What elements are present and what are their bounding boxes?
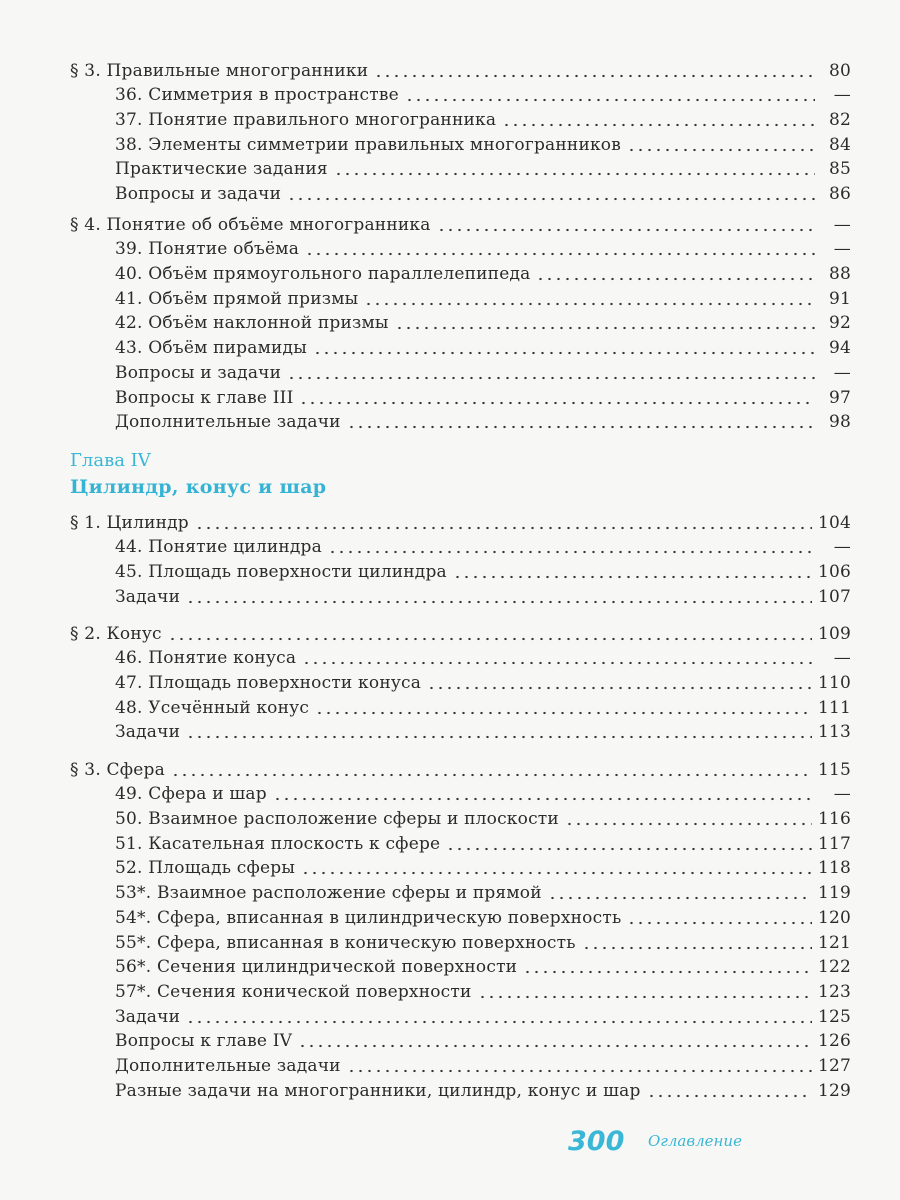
dot-leader (523, 956, 812, 974)
toc-entry[interactable] (70, 928, 851, 953)
toc-entry-page: 107 (812, 587, 851, 607)
dot-leader (347, 1055, 812, 1073)
dot-leader (437, 214, 815, 232)
dot-leader (502, 109, 815, 127)
toc-entry-page: — (815, 537, 851, 557)
toc-entry-page: 111 (812, 698, 851, 718)
toc-entry[interactable] (70, 333, 851, 358)
toc-entry[interactable] (70, 56, 851, 81)
dot-leader (186, 586, 812, 604)
dot-leader (287, 362, 815, 380)
toc-entry[interactable] (70, 693, 851, 718)
toc-entry-title: Разные задачи на многогранники, цилиндр, конус и шар (70, 1081, 647, 1101)
toc-entry-title: Дополнительные задачи (70, 412, 347, 432)
toc-entry[interactable] (70, 130, 851, 155)
dot-leader (536, 263, 815, 281)
toc-entry-title: 49. Сфера и шар (70, 784, 273, 804)
dot-leader (195, 512, 812, 530)
toc-entry-title: Вопросы и задачи (70, 363, 287, 383)
toc-entry-title: 56*. Сечения цилиндрической поверхности (70, 957, 523, 977)
dot-leader (427, 672, 812, 690)
toc-entry-page: 91 (815, 289, 851, 309)
dot-leader (347, 411, 815, 429)
dot-leader (334, 158, 815, 176)
toc-entry[interactable] (70, 1076, 851, 1101)
dot-leader (313, 337, 815, 355)
toc-section-c2 (70, 619, 851, 742)
toc-entry[interactable] (70, 903, 851, 928)
toc-entry-title: 42. Объём наклонной призмы (70, 313, 395, 333)
dot-leader (446, 833, 812, 851)
dot-leader (302, 647, 815, 665)
toc-entry-page: 82 (815, 110, 851, 130)
toc-entry-title: 51. Касательная плоскость к сфере (70, 834, 446, 854)
dot-leader (186, 721, 812, 739)
toc-entry-title: 50. Взаимное расположение сферы и плоскости (70, 809, 565, 829)
toc-entry-page: 129 (812, 1081, 851, 1101)
toc-section-c3 (70, 755, 851, 1101)
toc-entry-page: 104 (812, 513, 851, 533)
toc-entry-title: 38. Элементы симметрии правильных многогранников (70, 135, 627, 155)
dot-leader (171, 759, 812, 777)
toc-entry-page: — (815, 215, 851, 235)
toc-entry-page: — (815, 784, 851, 804)
dot-leader (328, 536, 815, 554)
toc-entry-title: 39. Понятие объёма (70, 239, 305, 259)
toc-entry[interactable] (70, 533, 851, 558)
toc-entry-title: 54*. Сфера, вписанная в цилиндрическую поверхность (70, 908, 627, 928)
toc-entry[interactable] (70, 179, 851, 204)
toc-entry-page: 122 (812, 957, 851, 977)
toc-entry-page: 125 (812, 1007, 851, 1027)
dot-leader (364, 288, 815, 306)
toc-entry-title: 57*. Сечения конической поверхности (70, 982, 478, 1002)
toc-entry[interactable] (70, 235, 851, 260)
toc-entry[interactable] (70, 155, 851, 180)
toc-entry[interactable] (70, 644, 851, 669)
toc-entry[interactable] (70, 718, 851, 743)
toc-entry-page: 98 (815, 412, 851, 432)
toc-entry-title: 41. Объём прямой призмы (70, 289, 364, 309)
toc-entry[interactable] (70, 81, 851, 106)
toc-entry[interactable] (70, 1027, 851, 1052)
toc-entry-title: 53*. Взаимное расположение сферы и прямой (70, 883, 548, 903)
toc-entry-title: 36. Симметрия в пространстве (70, 85, 405, 105)
toc-entry[interactable] (70, 780, 851, 805)
toc-entry[interactable] (70, 508, 851, 533)
toc-entry-page: 110 (812, 673, 851, 693)
toc-entry-title: § 2. Конус (70, 624, 168, 644)
dot-leader (627, 907, 812, 925)
toc-section-s4 (70, 210, 851, 432)
toc-entry-page: 97 (815, 388, 851, 408)
toc-section-c1 (70, 508, 851, 607)
dot-leader (565, 808, 812, 826)
toc-entry-page: — (815, 85, 851, 105)
toc-entry[interactable] (70, 619, 851, 644)
toc-entry-title: Вопросы к главе IV (70, 1031, 298, 1051)
toc-entry-page: 118 (812, 858, 851, 878)
toc-entry-page: 106 (812, 562, 851, 582)
toc-entry-title: 52. Площадь сферы (70, 858, 301, 878)
toc-entry-page: 116 (812, 809, 851, 829)
chapter-label: Глава IV (70, 450, 151, 471)
dot-leader (298, 1030, 812, 1048)
toc-entry-title: Задачи (70, 587, 186, 607)
toc-entry-title: § 3. Правильные многогранники (70, 61, 374, 81)
toc-entry[interactable] (70, 804, 851, 829)
toc-entry-title: 45. Площадь поверхности цилиндра (70, 562, 453, 582)
toc-entry-title: 37. Понятие правильного многогранника (70, 110, 502, 130)
toc-entry-title: 40. Объём прямоугольного параллелепипеда (70, 264, 536, 284)
chapter-title: Цилиндр, конус и шар (70, 476, 327, 498)
dot-leader (647, 1080, 812, 1098)
toc-entry-page: 94 (815, 338, 851, 358)
toc-entry-title: Вопросы к главе III (70, 388, 299, 408)
toc-entry-page: — (815, 239, 851, 259)
toc-entry-title: 48. Усечённый конус (70, 698, 315, 718)
toc-entry[interactable] (70, 383, 851, 408)
toc-entry-page: 121 (812, 933, 851, 953)
toc-entry-page: — (815, 648, 851, 668)
dot-leader (395, 312, 815, 330)
toc-entry-title: Вопросы и задачи (70, 184, 287, 204)
toc-entry-title: 44. Понятие цилиндра (70, 537, 328, 557)
toc-entry-page: 126 (812, 1031, 851, 1051)
toc-entry-title: § 4. Понятие об объёме многогранника (70, 215, 437, 235)
dot-leader (186, 1006, 812, 1024)
dot-leader (299, 387, 815, 405)
toc-entry[interactable] (70, 210, 851, 235)
dot-leader (287, 183, 815, 201)
toc-entry-title: 43. Объём пирамиды (70, 338, 313, 358)
dot-leader (405, 84, 815, 102)
toc-entry-page: 119 (812, 883, 851, 903)
toc-entry-page: 127 (812, 1056, 851, 1076)
toc-entry-page: 84 (815, 135, 851, 155)
toc-entry-title: Дополнительные задачи (70, 1056, 347, 1076)
footer-page-number: 300 (568, 1126, 625, 1157)
toc-entry-page: 88 (815, 264, 851, 284)
dot-leader (453, 561, 812, 579)
toc-entry-title: Задачи (70, 722, 186, 742)
dot-leader (273, 783, 815, 801)
toc-entry[interactable] (70, 259, 851, 284)
toc-entry-page: 120 (812, 908, 851, 928)
dot-leader (168, 623, 812, 641)
toc-entry-title: 47. Площадь поверхности конуса (70, 673, 427, 693)
toc-entry[interactable] (70, 854, 851, 879)
toc-entry[interactable] (70, 105, 851, 130)
toc-entry[interactable] (70, 582, 851, 607)
toc-section-s3 (70, 56, 851, 204)
toc-entry[interactable] (70, 557, 851, 582)
toc-entry-page: 92 (815, 313, 851, 333)
toc-entry-title: Практические задания (70, 159, 334, 179)
toc-entry[interactable] (70, 977, 851, 1002)
footer-running-title: Оглавление (648, 1132, 742, 1150)
toc-entry[interactable] (70, 829, 851, 854)
toc-entry-page: — (815, 363, 851, 383)
toc-entry-title: § 1. Цилиндр (70, 513, 195, 533)
toc-entry[interactable] (70, 953, 851, 978)
dot-leader (582, 932, 812, 950)
toc-entry-title: § 3. Сфера (70, 760, 171, 780)
toc-entry-page: 117 (812, 834, 851, 854)
toc-entry[interactable] (70, 309, 851, 334)
dot-leader (315, 697, 812, 715)
toc-entry-page: 109 (812, 624, 851, 644)
dot-leader (627, 134, 815, 152)
toc-entry-title: 46. Понятие конуса (70, 648, 302, 668)
toc-entry[interactable] (70, 284, 851, 309)
toc-entry[interactable] (70, 358, 851, 383)
toc-entry-page: 80 (815, 61, 851, 81)
toc-entry[interactable] (70, 668, 851, 693)
toc-entry-page: 86 (815, 184, 851, 204)
dot-leader (301, 857, 812, 875)
toc-entry-title: 55*. Сфера, вписанная в коническую поверхность (70, 933, 582, 953)
toc-entry-page: 123 (812, 982, 851, 1002)
dot-leader (478, 981, 812, 999)
dot-leader (374, 60, 815, 78)
dot-leader (548, 882, 812, 900)
toc-entry-page: 115 (812, 760, 851, 780)
dot-leader (305, 238, 815, 256)
toc-entry[interactable] (70, 878, 851, 903)
toc-entry-title: Задачи (70, 1007, 186, 1027)
toc-entry[interactable] (70, 755, 851, 780)
toc-entry[interactable] (70, 1051, 851, 1076)
toc-entry-page: 113 (812, 722, 851, 742)
toc-entry[interactable] (70, 1002, 851, 1027)
toc-entry[interactable] (70, 408, 851, 433)
toc-entry-page: 85 (815, 159, 851, 179)
